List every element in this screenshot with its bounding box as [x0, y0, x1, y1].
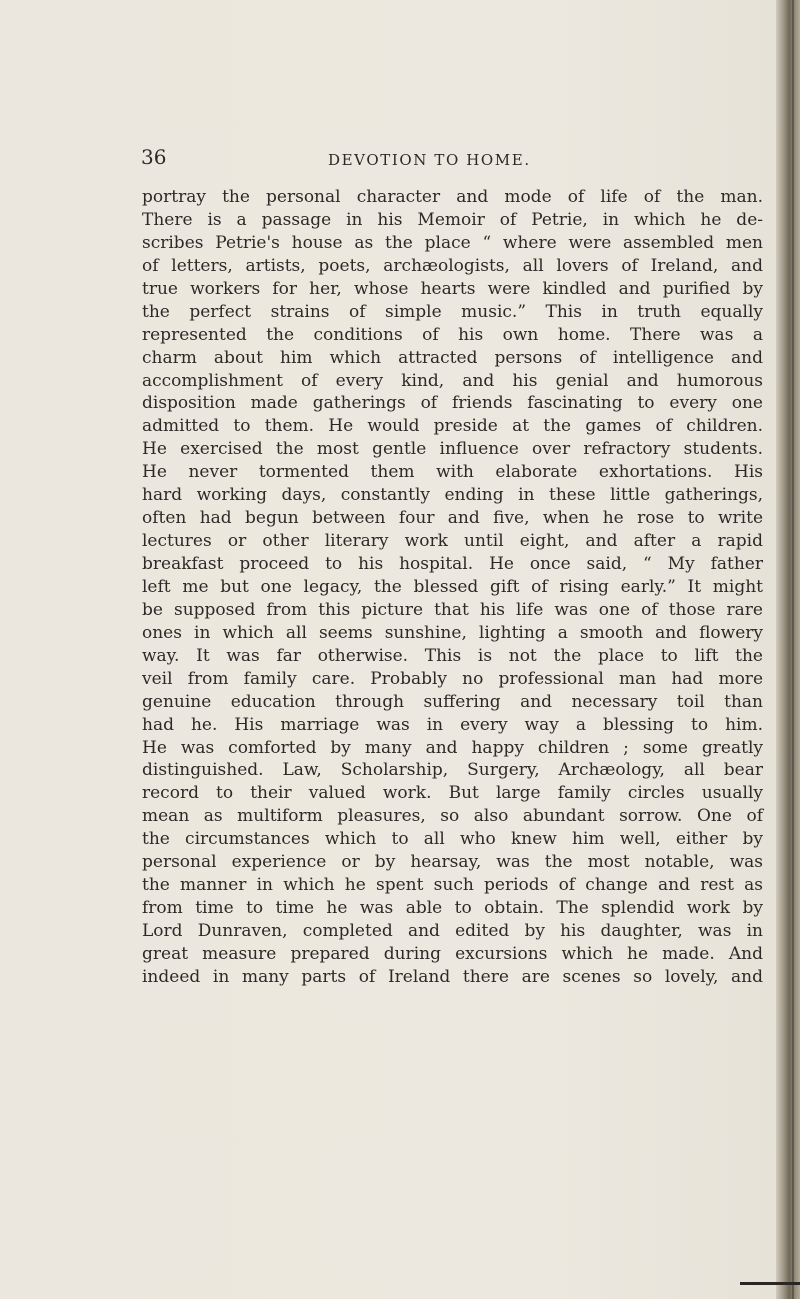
text-line: personal experience or by hearsay, was the most notable, was — [142, 852, 763, 873]
text-line: had he. His marriage was in every way a blessing to him. — [142, 714, 763, 735]
text-line: mean as multiform pleasures, so also abundant sorrow. One of — [142, 806, 763, 827]
page-edge — [776, 0, 800, 1299]
text-line: admitted to them. He would preside at the games of children. — [142, 416, 763, 437]
text-line: great measure prepared during excursions which he made. And — [142, 943, 763, 964]
running-head: DEVOTION TO HOME. — [328, 151, 531, 169]
text-line: There is a passage in his Memoir of Petrie, in which he de- — [142, 209, 763, 230]
text-line: indeed in many parts of Ireland there are scenes so lovely, and — [142, 966, 763, 987]
text-line: breakfast proceed to his hospital. He once said, “ My father — [142, 554, 763, 574]
text-line: the perfect strains of simple music.” This in truth equally — [142, 301, 763, 322]
text-line: of letters, artists, poets, archæologists, all lovers of Ireland, and — [142, 255, 763, 276]
text-line: way. It was far otherwise. This is not the place to lift the — [142, 645, 763, 666]
text-line: Lord Dunraven, completed and edited by his daughter, was in — [142, 921, 763, 941]
text-line: He was comforted by many and happy children ; some greatly — [142, 737, 763, 758]
text-line: the circumstances which to all who knew him well, either by — [142, 829, 763, 850]
text-line: accomplishment of every kind, and his genial and humorous — [142, 370, 763, 391]
text-line: the manner in which he spent such periods of change and rest as — [142, 875, 763, 896]
text-line: distinguished. Law, Scholarship, Surgery, Archæology, all bear — [142, 760, 763, 781]
text-line: true workers for her, whose hearts were kindled and purified by — [142, 278, 763, 299]
text-line: be supposed from this picture that his life was one of those rare — [142, 599, 763, 620]
text-line: often had begun between four and five, when he rose to write — [142, 508, 763, 529]
text-line: ones in which all seems sunshine, lighting a smooth and flowery — [142, 622, 763, 643]
text-line: scribes Petrie's house as the place “ where were assembled men — [142, 232, 763, 253]
text-line: portray the personal character and mode of life of the man. — [142, 187, 763, 207]
text-line: veil from family care. Probably no professional man had more — [142, 668, 763, 689]
text-line: left me but one legacy, the blessed gift of rising early.” It might — [142, 576, 763, 597]
page-edge-rule — [740, 1282, 800, 1285]
body-text — [142, 186, 763, 989]
page-number: 36 — [141, 145, 167, 169]
text-line: charm about him which attracted persons of intelligence and — [142, 347, 763, 368]
text-line: represented the conditions of his own home. There was a — [142, 324, 763, 345]
text-line: from time to time he was able to obtain. The splendid work by — [142, 898, 763, 919]
text-line: He never tormented them with elaborate exhortations. His — [142, 462, 763, 483]
text-line: genuine education through suffering and necessary toil than — [142, 691, 763, 712]
text-line: record to their valued work. But large family circles usually — [142, 783, 763, 804]
text-line: disposition made gatherings of friends fascinating to every one — [142, 393, 763, 414]
text-line: lectures or other literary work until eight, and after a rapid — [142, 531, 763, 552]
text-line: He exercised the most gentle influence over refractory students. — [142, 439, 763, 460]
text-line: hard working days, constantly ending in these little gatherings, — [142, 485, 763, 506]
